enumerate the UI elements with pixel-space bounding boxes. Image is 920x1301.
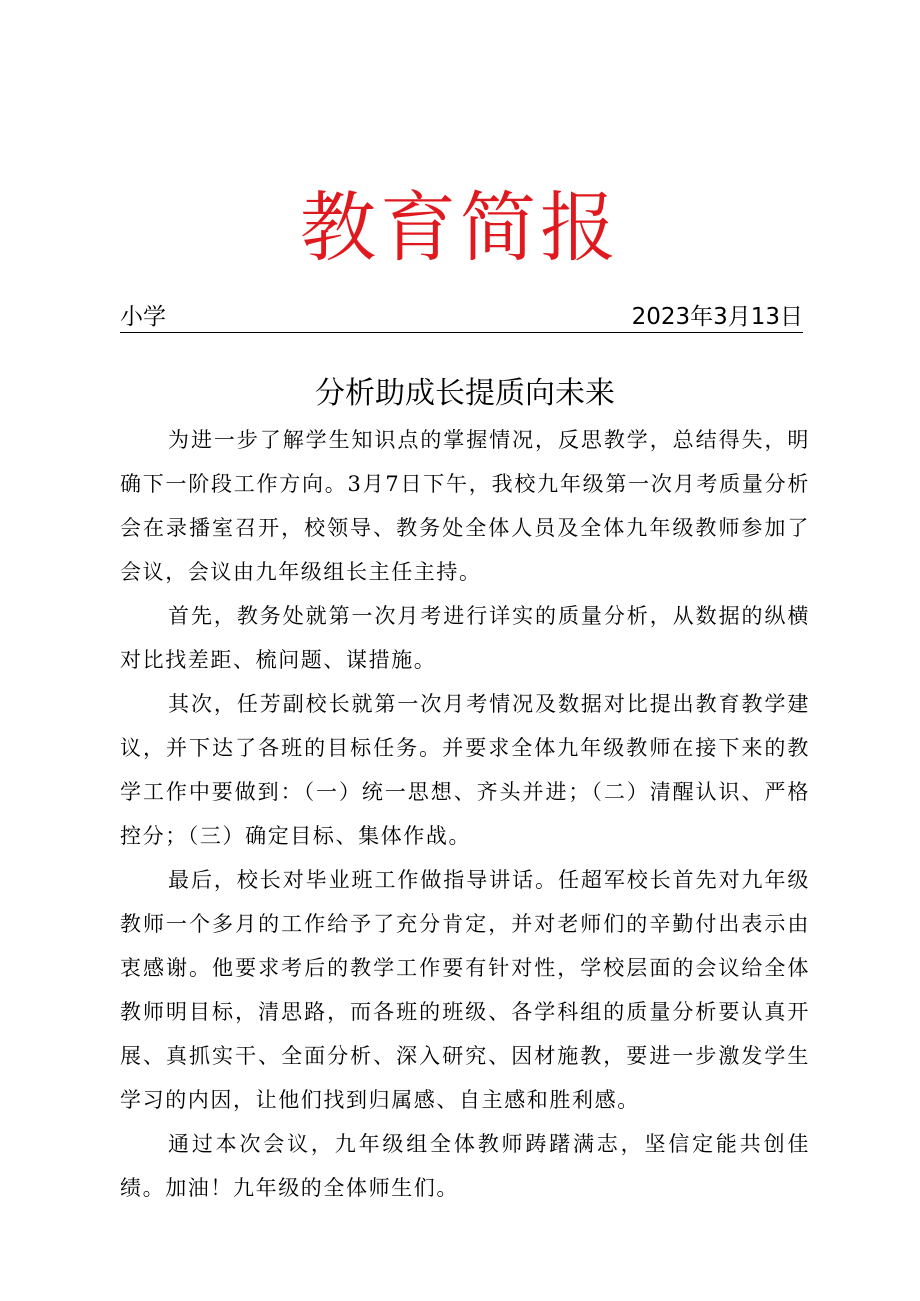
paragraph-last: 最后，校长对毕业班工作做指导讲话。任超军校长首先对九年级教师一个多月的工作给予了充分肯定，并对老师们的辛勤付出表示由衷感谢。他要求考后的教学工作要有针对性，学校层面的会议给全体教师明目标，清思路，而各班的班级、各学科组的质量分析要认真开展、真抓实干、全面分析、深入研究、因材施教，要进一步激发学生学习的内因，让他们找到归属感、自主感和胜利感。 [120,868,810,1112]
paragraph-first: 首先，教务处就第一次月考进行详实的质量分析，从数据的纵横对比找差距、梳问题、谋措施。 [120,604,810,672]
school-name: 小学 [120,304,166,330]
article-body [120,418,810,1210]
article-title: 分析助成长提质向未来 [315,376,615,411]
paragraph-conclusion: 通过本次会议，九年级组全体教师踌躇满志，坚信定能共创佳绩。加油！九年级的全体师生们。 [120,1132,810,1200]
masthead-title: 教育简报 [300,183,620,272]
paragraph-second: 其次，任芳副校长就第一次月考情况及数据对比提出教育教学建议，并下达了各班的目标任务。并要求全体九年级教师在接下来的教学工作中要做到：（一）统一思想、齐头并进；（二）清醒认识、严格控分；（三）确定目标、集体作战。 [120,692,810,848]
issue-info-row [120,300,803,333]
paragraph-intro: 为进一步了解学生知识点的掌握情况，反思教学，总结得失，明确下一阶段工作方向。3月7日下午，我校九年级第一次月考质量分析会在录播室召开，校领导、教务处全体人员及全体九年级教师参加了会议，会议由九年级组长主任主持。 [120,428,810,584]
issue-date: 2023年3月13日 [631,304,803,330]
